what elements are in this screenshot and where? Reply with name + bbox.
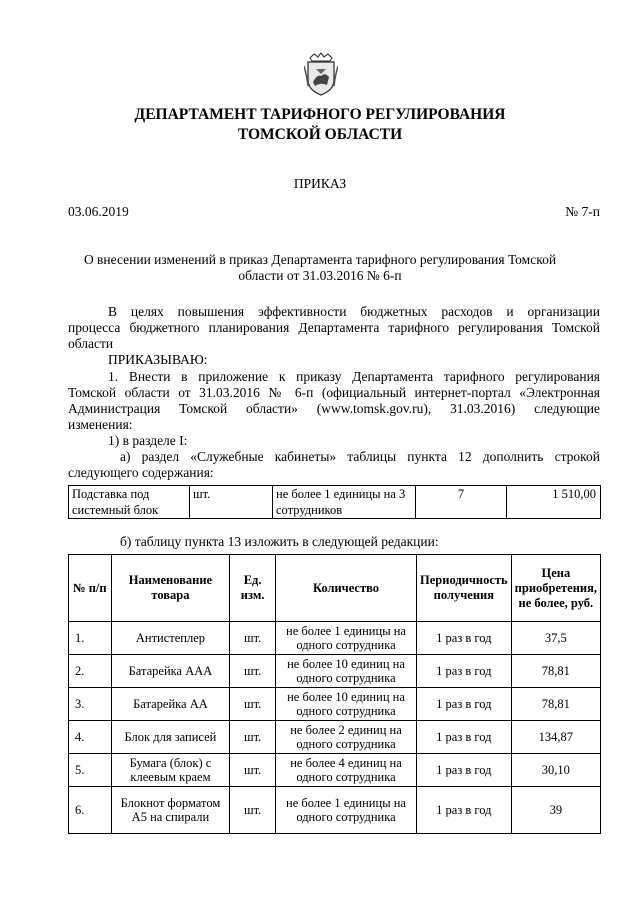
header-period: Периодичность получения (417, 555, 512, 622)
table-row (69, 622, 601, 655)
document-type: ПРИКАЗ (293, 176, 347, 191)
cell-number: 1. (69, 622, 112, 655)
cell-number: 3. (69, 688, 112, 721)
cell-name: Батарейка АА (111, 688, 230, 721)
cell-period: 1 раз в год (417, 688, 512, 721)
table-offices-addition (68, 485, 601, 519)
cell-unit: шт. (230, 787, 276, 834)
cell-period: 1 раз в год (417, 622, 512, 655)
cell-quantity: не более 2 единиц на одного сотрудника (276, 721, 417, 754)
paragraph-amend-line4: изменения: (68, 417, 133, 432)
cell-number: 5. (69, 754, 112, 787)
cell-number: 6. (69, 787, 112, 834)
paragraph-table13: б) таблицу пункта 13 изложить в следующей редакции: (120, 534, 439, 549)
cell-quantity: не более 4 единиц на одного сотрудника (276, 754, 417, 787)
table-row (69, 688, 601, 721)
paragraph-amend-line1: 1. Внести в приложение к приказу Департамента тарифного регулирования (108, 369, 600, 384)
header-number: № п/п (69, 555, 112, 622)
cell-period: 1 раз в год (417, 754, 512, 787)
cell-quantity: не более 1 единицы на одного сотрудника (276, 787, 417, 834)
header-unit: Ед. изм. (230, 555, 276, 622)
document-number: № 7-п (565, 204, 600, 219)
subject-line2: области от 31.03.2016 № 6-п (238, 268, 402, 283)
header-price: Цена приобретения, не более, руб. (511, 555, 600, 622)
coat-of-arms-emblem (304, 52, 338, 96)
cell-price: 39 (511, 787, 600, 834)
order-word: ПРИКАЗЫВАЮ: (108, 352, 208, 367)
cell-quantity: не более 1 единицы на одного сотрудника (276, 622, 417, 655)
cell-name: Блокнот форматом А5 на спирали (111, 787, 230, 834)
paragraph-purpose-line2: процесса бюджетного планирования Департамента тарифного регулирования Томской (68, 320, 600, 335)
table-row (69, 787, 601, 834)
cell-number: 2. (69, 655, 112, 688)
cell-quantity: не более 10 единиц на одного сотрудника (276, 688, 417, 721)
cell-price: 78,81 (511, 655, 600, 688)
cell-price: 37,5 (511, 622, 600, 655)
cell-unit: шт. (230, 754, 276, 787)
table-row (69, 721, 601, 754)
header-name: Наименование товара (111, 555, 230, 622)
cell-name: Антистеплер (111, 622, 230, 655)
table-header-row (69, 555, 601, 622)
cell-unit: шт. (230, 655, 276, 688)
subject-line1: О внесении изменений в приказ Департамента тарифного регулирования Томской (83, 252, 557, 267)
cell-name: Бумага (блок) с клеевым краем (111, 754, 230, 787)
cell-price: 1 510,00 (507, 486, 601, 519)
cell-quantity: не более 10 единиц на одного сотрудника (276, 655, 417, 688)
section-item-1: 1) в разделе I: (108, 433, 188, 448)
header-quantity: Количество (276, 555, 417, 622)
cell-price: 30,10 (511, 754, 600, 787)
cell-unit: шт. (190, 486, 273, 519)
cell-price: 78,81 (511, 688, 600, 721)
cell-period: 1 раз в год (417, 721, 512, 754)
cell-unit: шт. (230, 721, 276, 754)
paragraph-offices-line2: следующего содержания: (68, 465, 214, 480)
cell-name: Подставка под системный блок (69, 486, 190, 519)
paragraph-purpose-line3: области (68, 336, 114, 351)
cell-number: 4. (69, 721, 112, 754)
cell-period: 1 раз в год (417, 655, 512, 688)
cell-unit: шт. (230, 622, 276, 655)
cell-price: 134,87 (511, 721, 600, 754)
department-title-line1: ДЕПАРТАМЕНТ ТАРИФНОГО РЕГУЛИРОВАНИЯ (134, 106, 506, 123)
cell-period: 1 раз в год (417, 787, 512, 834)
cell-quantity: не более 1 единицы на 3 сотрудников (273, 486, 416, 519)
cell-period: 7 (416, 486, 507, 519)
table-row (69, 754, 601, 787)
cell-name: Батарейка ААА (111, 655, 230, 688)
paragraph-offices-line1: а) раздел «Служебные кабинеты» таблицы пункта 12 дополнить строкой (120, 449, 600, 464)
table-row (69, 655, 601, 688)
table-stationery (68, 554, 601, 834)
cell-unit: шт. (230, 688, 276, 721)
cell-name: Блок для записей (111, 721, 230, 754)
paragraph-purpose-line1: В целях повышения эффективности бюджетных расходов и организации (108, 304, 600, 319)
table-row (69, 486, 601, 519)
document-date: 03.06.2019 (68, 204, 129, 219)
paragraph-amend-line2: Томской области от 31.03.2016 № 6-п (официальный интернет-портал «Электронная (68, 385, 600, 400)
paragraph-amend-line3: Администрация Томской области» (www.tomsk.gov.ru), 31.03.2016) следующие (68, 401, 600, 416)
department-title-line2: ТОМСКОЙ ОБЛАСТИ (237, 126, 403, 143)
